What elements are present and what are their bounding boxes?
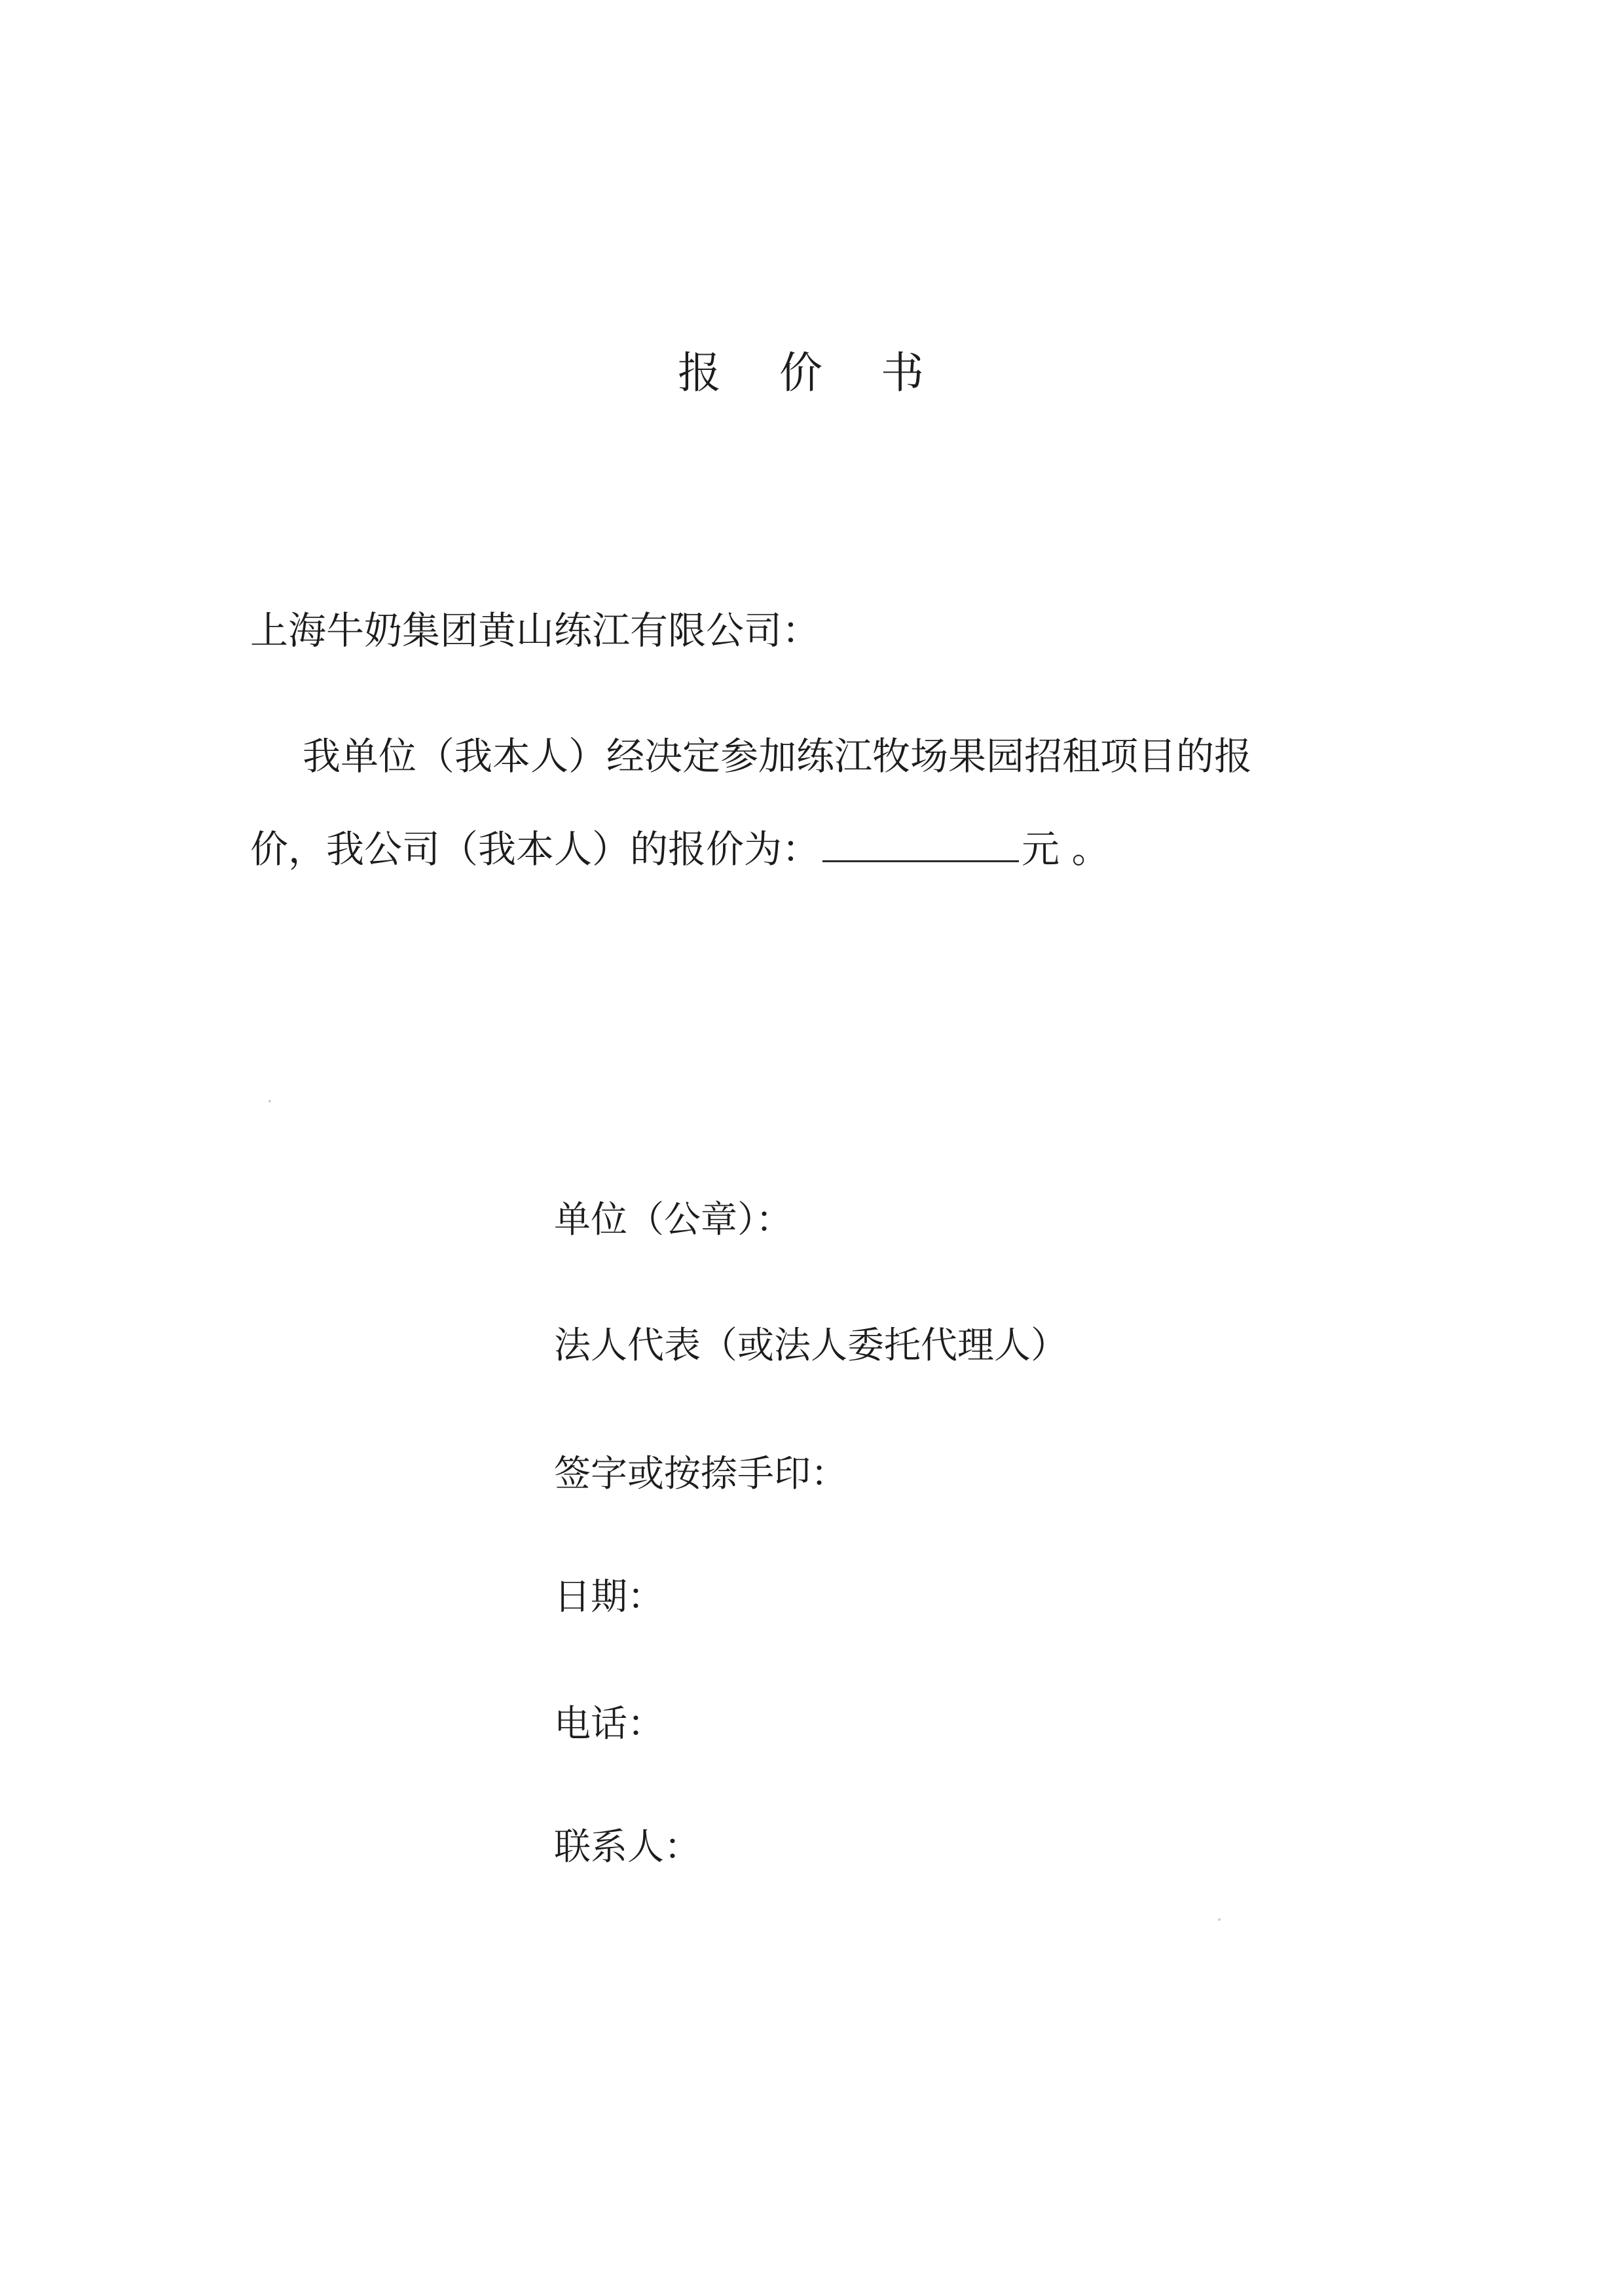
- signature-phone-label: 电话：: [554, 1703, 664, 1745]
- signature-sign-label: 签字或按捺手印：: [554, 1453, 847, 1495]
- body-line-2: [250, 820, 1109, 879]
- document-title: 报 价 书: [678, 348, 946, 398]
- signature-contact-label: 联系人：: [554, 1826, 701, 1868]
- signature-legal-rep-label: 法人代表（或法人委托代理人）: [554, 1324, 1067, 1367]
- quote-amount-blank: [822, 821, 1019, 862]
- quote-prefix: 价，我公司（我本人）的报价为：: [250, 827, 821, 871]
- scan-speck: [268, 1100, 271, 1102]
- scan-speck: [1218, 1918, 1221, 1921]
- body-line-1: 我单位（我本人）经决定参加练江牧场果园招租项目的报: [303, 734, 1253, 778]
- signature-unit-label: 单位（公章）：: [554, 1199, 792, 1241]
- signature-date-label: 日期：: [554, 1576, 664, 1618]
- addressee: 上海牛奶集团黄山练江有限公司：: [250, 608, 821, 653]
- quote-suffix: 元 。: [1022, 827, 1110, 871]
